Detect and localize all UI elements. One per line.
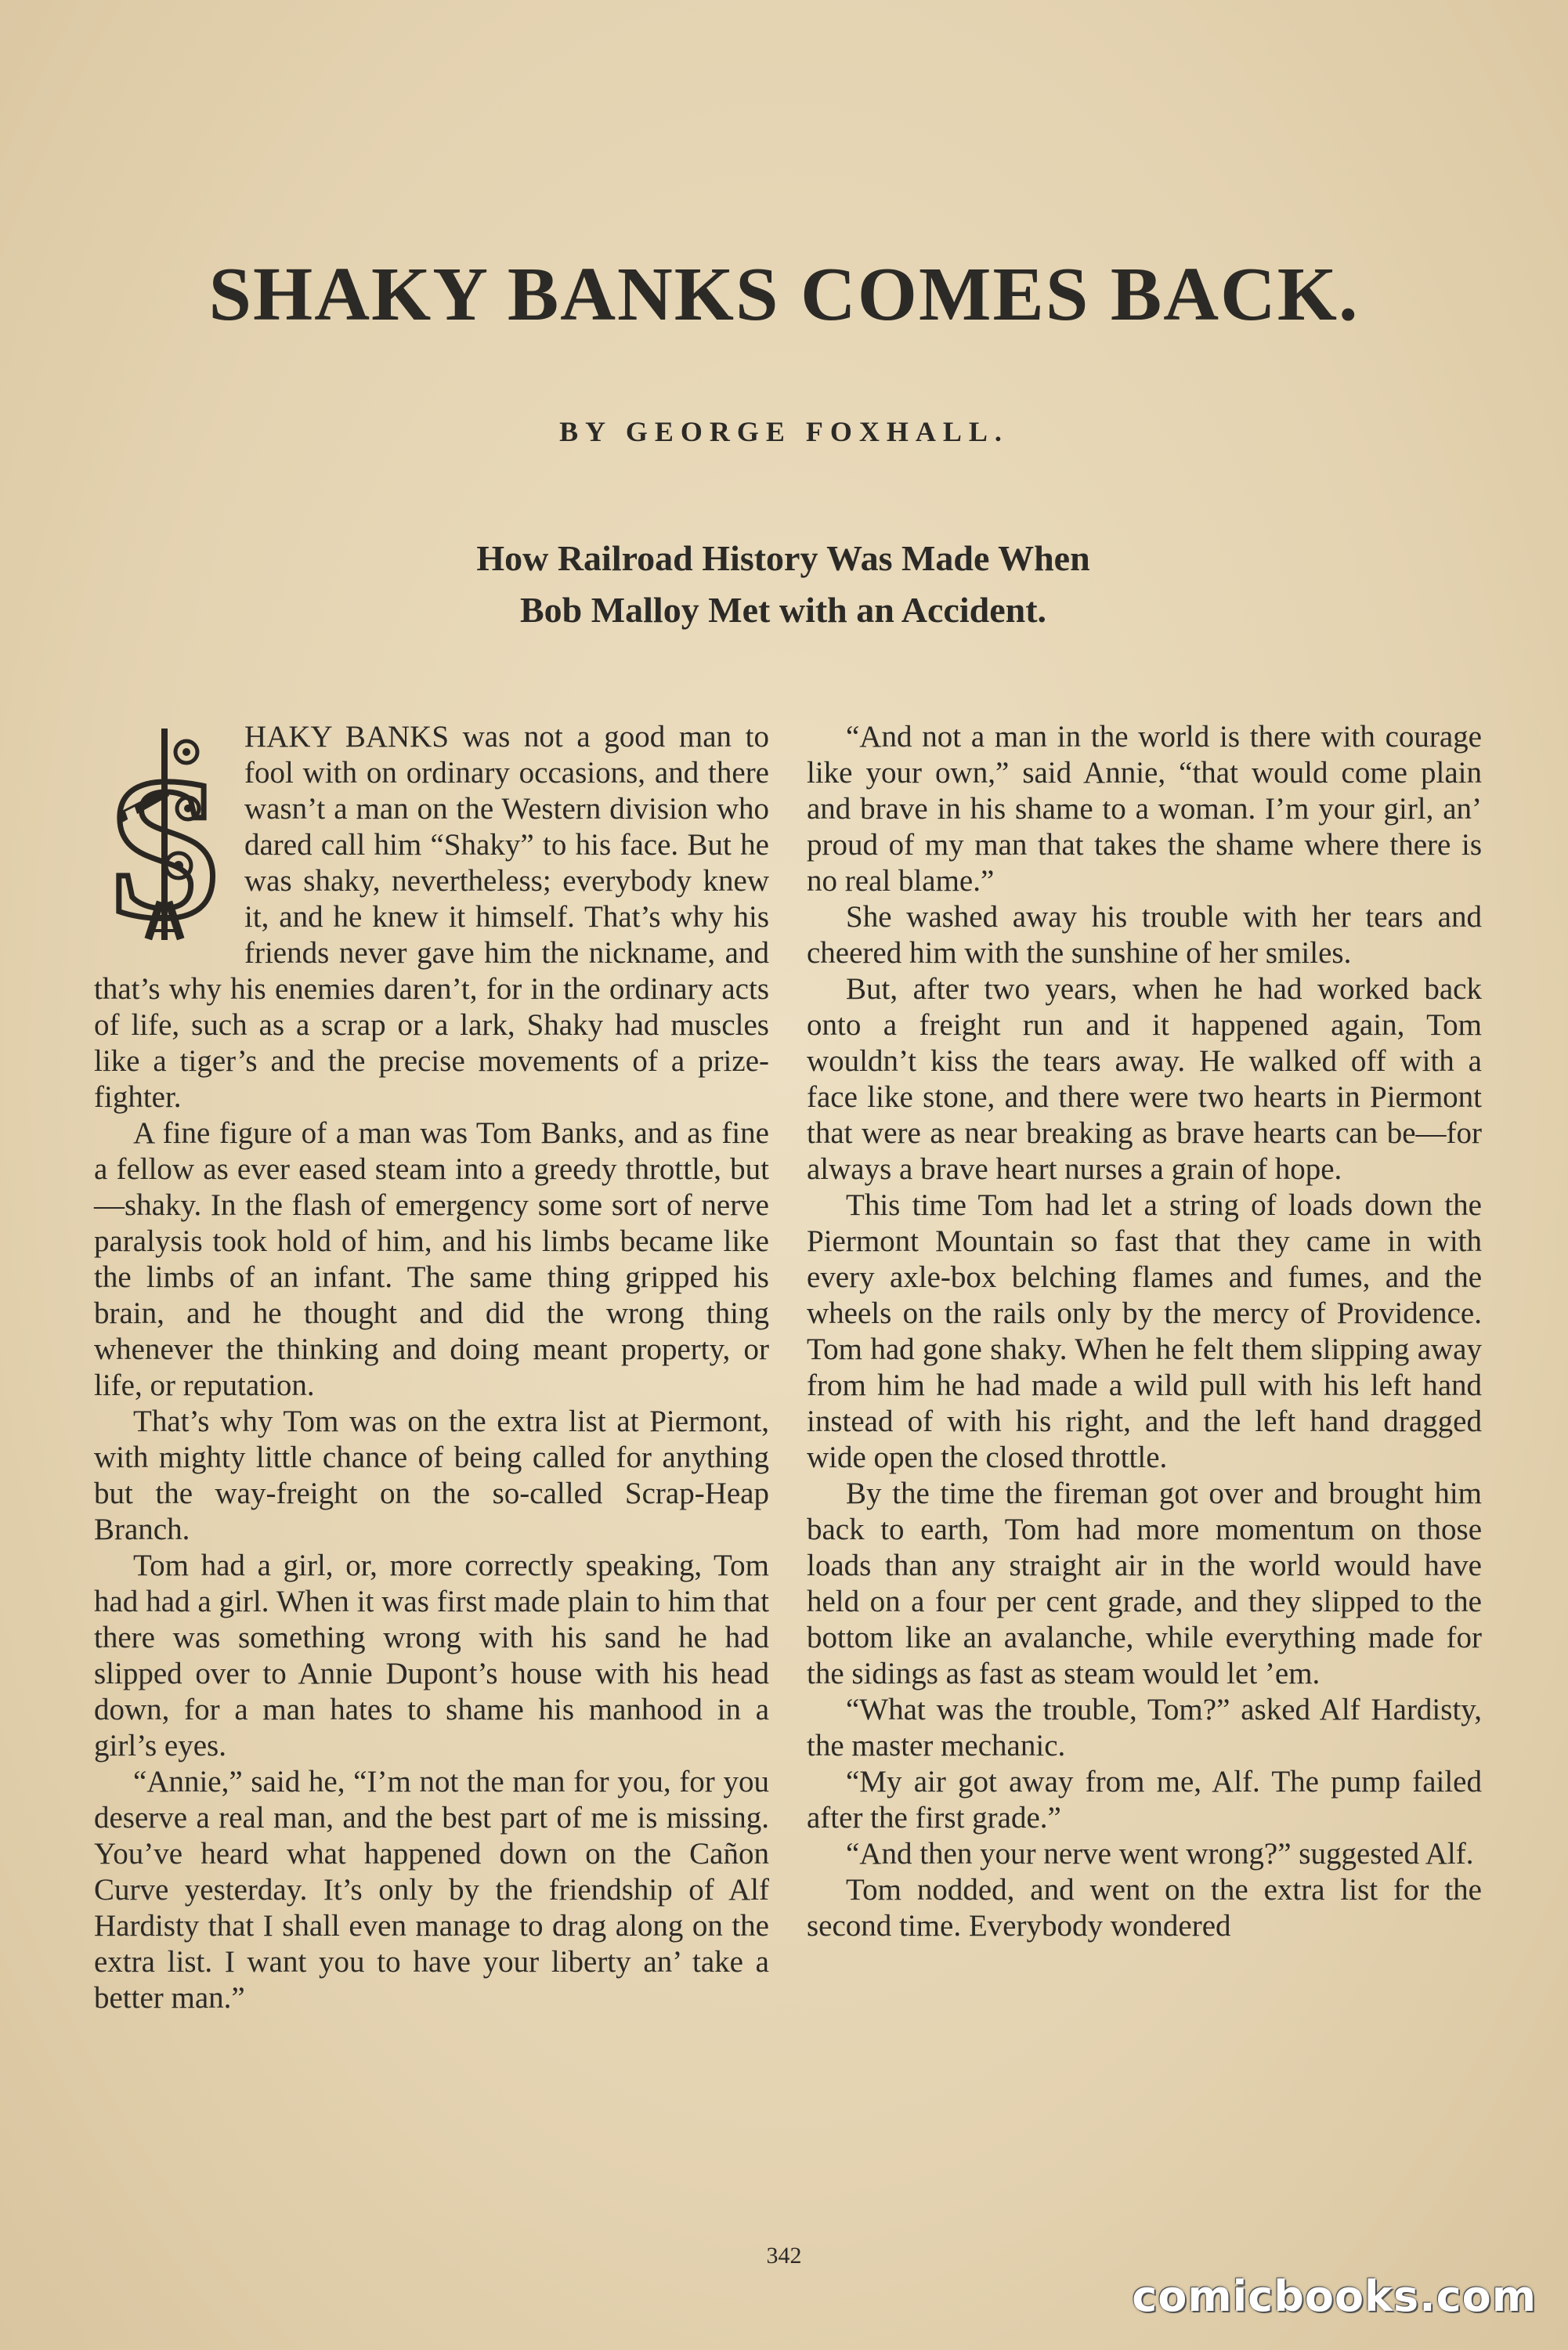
- paragraph: “What was the trouble, Tom?” asked Alf Hardisty, the master mechanic.: [807, 1693, 1482, 1762]
- paragraph: “Annie,” said he, “I’m not the man for you, for you deserve a real man, and the best part of me is missing. You’ve heard what happened down on the Cañon Curve yesterday. It’s only by the friendship of Alf Hardisty that I shall even manage to drag along on the extra list. I want you to have your liberty an’ take a better man.”: [94, 1765, 769, 2015]
- subhead-line: How Railroad History Was Made When: [476, 538, 1090, 578]
- paragraph: HAKY BANKS was not a good man to fool with on ordinary occasions, and there wasn’t a man on the Western division who dared call him “Shaky” to his face. But he was shaky, nevertheless; everybody knew it, and he knew it himself. That’s why his friends never gave him the nickname, and that’s why his enemies daren’t, for in the ordinary acts of life, such as a scrap or a lark, Shaky had muscles like a tiger’s and the precise movements of a prize-fighter.: [94, 720, 769, 1114]
- subhead-line: Bob Malloy Met with an Accident.: [519, 590, 1047, 630]
- paragraph: Tom had a girl, or, more correctly speaking, Tom had had a girl. When it was first made plain to him that there was something wrong with his sand he had slipped over to Annie Dupont’s house with his head down, for a man hates to shame his manhood in a girl’s eyes.: [94, 1549, 769, 1762]
- paragraph: That’s why Tom was on the extra list at Piermont, with mighty little chance of being called for anything but the way-freight on the so-called Scrap-Heap Branch.: [94, 1405, 769, 1546]
- paragraph: By the time the fireman got over and brought him back to earth, Tom had more momentum on those loads than any straight air in the world would have held on a four per cent grade, and they slipped to the bottom like an avalanche, while everything made for the sidings as fast as steam would let ’em.: [807, 1477, 1482, 1690]
- left-column: [94, 719, 769, 2016]
- paragraph: This time Tom had let a string of loads down the Piermont Mountain so fast that they came in with every axle-box belching flames and fumes, and the wheels on the rails only by the mercy of Providence. Tom had gone shaky. When he felt them slipping away from him he had made a wild pull with his left hand instead of with his right, and the left hand dragged wide open the closed throttle.: [807, 1188, 1482, 1474]
- paragraph: A fine figure of a man was Tom Banks, and as fine a fellow as ever eased steam into a greedy throttle, but—shaky. In the flash of emergency some sort of nerve paralysis took hold of him, and his limbs became like the limbs of an infant. The same thing gripped his brain, and he thought and did the wrong thing whenever the thinking and doing meant property, or life, or reputation.: [94, 1116, 769, 1402]
- author-byline: BY GEORGE FOXHALL.: [559, 416, 1009, 447]
- paragraph: But, after two years, when he had worked back onto a freight run and it happened again, Tom wouldn’t kiss the tears away. He walked off with a face like stone, and there were two hearts in Piermont that were as near breaking as brave hearts can be—for always a brave heart nurses a grain of hope.: [807, 972, 1482, 1186]
- paragraph: Tom nodded, and went on the extra list for the second time. Everybody wondered: [807, 1873, 1482, 1943]
- watermark-logo: comicbooks.com: [1132, 2272, 1537, 2321]
- article-subhead: [392, 533, 1175, 636]
- page-number: 342: [766, 2243, 802, 2269]
- right-column: [807, 719, 1482, 1944]
- paragraph: She washed away his trouble with her tears and cheered him with the sunshine of her smiles.: [807, 900, 1482, 970]
- article-title: SHAKY BANKS COMES BACK.: [208, 252, 1360, 337]
- paragraph: “And then your nerve went wrong?” suggested Alf.: [846, 1837, 1474, 1871]
- paragraph: “And not a man in the world is there with courage like your own,” said Annie, “that would come plain and brave in his shame to a woman. I’m your girl, an’ proud of my man that takes the shame where there is no real blame.”: [807, 720, 1482, 898]
- svg-text:S: S: [108, 736, 222, 948]
- decorative-dropcap-s: [94, 721, 235, 948]
- paragraph: “My air got away from me, Alf. The pump failed after the first grade.”: [807, 1765, 1482, 1835]
